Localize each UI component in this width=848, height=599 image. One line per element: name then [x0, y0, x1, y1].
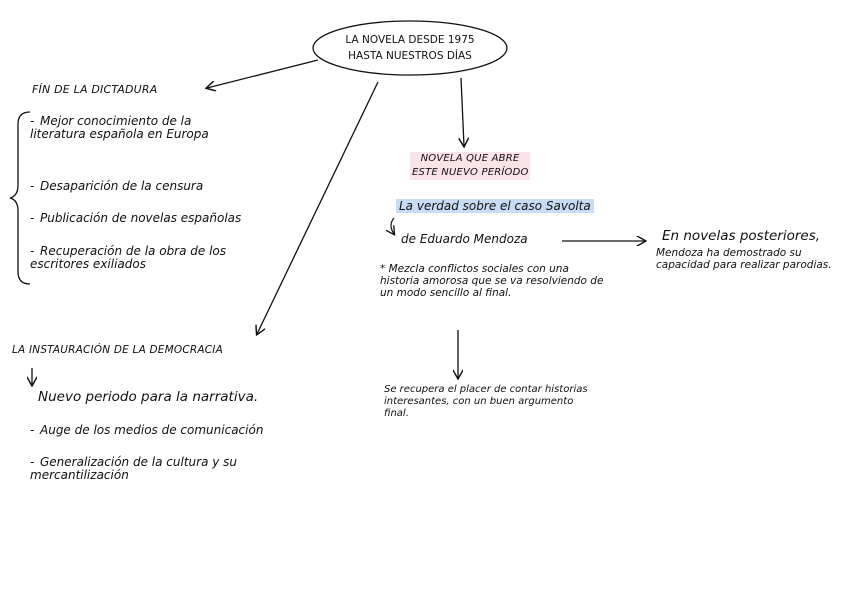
arrow-to-novela	[461, 78, 464, 146]
item-text: Recuperación de la obra de los escritores exiliados	[30, 244, 227, 271]
list-item: - Desaparición de la censura	[30, 179, 204, 193]
heading-novela	[410, 152, 530, 180]
arrow-book-author	[391, 218, 394, 234]
feature-text	[380, 263, 605, 299]
asterisk: *	[380, 263, 389, 275]
title-line1: LA NOVELA DESDE 1975	[345, 34, 475, 46]
item-text: Mejor conocimiento de la literatura española en Europa	[30, 114, 209, 141]
result-text: Se recupera el placer de contar historias interesantes, con un buen argumento final.	[384, 384, 588, 419]
title-line2: HASTA NUESTROS DÍAS	[348, 50, 472, 62]
item-text: Auge de los medios de comunicación	[40, 423, 264, 437]
feature-body: Mezcla conflictos sociales con una historia amorosa que se va resolviendo de un modo sencillo al final.	[380, 263, 604, 299]
author: de Eduardo Mendoza	[401, 232, 528, 246]
heading-novela-line1: NOVELA QUE ABRE	[410, 152, 530, 166]
title	[320, 32, 500, 64]
arrow-to-dictadura	[207, 60, 318, 88]
list-item: - Mejor conocimiento de la literatura española en Europa	[30, 114, 209, 141]
list-item: - Auge de los medios de comunicación	[30, 423, 264, 437]
heading-democracia: LA INSTAURACIÓN DE LA DEMOCRACIA	[12, 344, 223, 356]
list-item: - Publicación de novelas españolas	[30, 211, 242, 225]
item-text: Publicación de novelas españolas	[40, 211, 242, 225]
heading-novela-line2: ESTE NUEVO PERÍODO	[412, 167, 529, 178]
item-text: Generalización de la cultura y su mercantilización	[30, 455, 238, 482]
book-title	[396, 200, 594, 213]
item-text: Desaparición de la censura	[40, 179, 204, 193]
later-heading: En novelas posteriores,	[662, 228, 821, 244]
left-brace	[10, 112, 30, 284]
democracia-subtitle: Nuevo periodo para la narrativa.	[38, 389, 259, 405]
later-text: Mendoza ha demostrado su capacidad para realizar parodias.	[656, 247, 832, 271]
heading-dictadura: FÍN DE LA DICTADURA	[32, 83, 158, 96]
arrow-to-democracia	[257, 82, 378, 334]
book-title-text: La verdad sobre el caso Savolta	[396, 199, 594, 213]
list-item: - Generalización de la cultura y su mercantilización	[30, 455, 238, 482]
list-item: - Recuperación de la obra de los escritores exiliados	[30, 244, 227, 271]
